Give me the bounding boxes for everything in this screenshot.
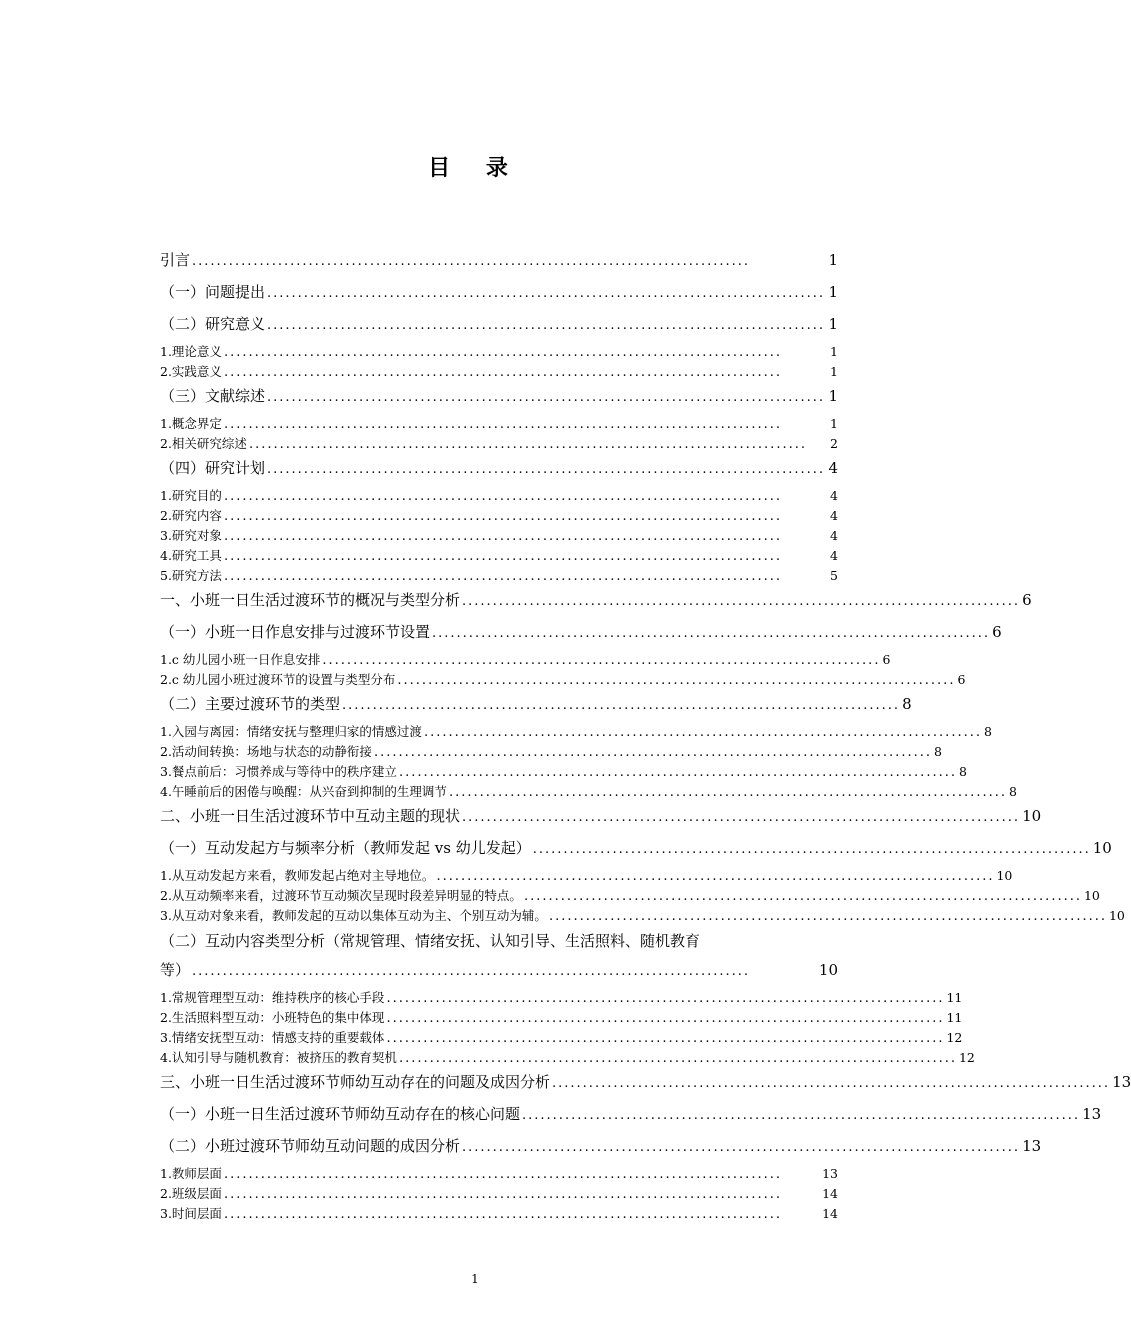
toc-leader-dots: ........................................................................................... xyxy=(223,569,782,584)
toc-entry[interactable] xyxy=(160,782,1017,802)
toc-entry-page: 6 xyxy=(992,623,1002,641)
toc-entry-page: 10 xyxy=(1022,807,1042,825)
toc-entry-title: 2.生活照料型互动：小班特色的集中体现 xyxy=(160,1010,385,1025)
toc-entry-title: 3.研究对象 xyxy=(160,528,222,543)
toc-entry-title: 5.研究方法 xyxy=(160,568,222,583)
toc-leader-dots: ........................................................................................... xyxy=(398,765,957,780)
toc-entry-page: 12 xyxy=(958,1050,975,1065)
toc-entry-title: （一）小班一日生活过渡环节师幼互动存在的核心问题 xyxy=(160,1105,521,1123)
toc-entry-title: 3.餐点前后：习惯养成与等待中的秩序建立 xyxy=(160,764,397,779)
toc-leader-dots: ........................................................................................... xyxy=(322,653,881,668)
toc-leader-dots: ........................................................................................... xyxy=(223,1207,782,1222)
toc-entry[interactable] xyxy=(160,988,963,1008)
toc-title: 目 录 xyxy=(428,155,522,181)
table-of-contents xyxy=(160,246,1131,1224)
toc-entry[interactable] xyxy=(160,486,838,506)
toc-leader-dots: ........................................................................................... xyxy=(248,437,807,452)
toc-leader-dots: ........................................................................................... xyxy=(223,529,782,544)
toc-entry[interactable] xyxy=(160,414,838,434)
toc-entry[interactable] xyxy=(160,886,1100,906)
toc-entry-title: 2.班级层面 xyxy=(160,1186,222,1201)
toc-entry[interactable] xyxy=(160,506,838,526)
toc-entry-title: （二）小班过渡环节师幼互动问题的成因分析 xyxy=(160,1137,461,1155)
toc-leader-dots: ........................................................................................... xyxy=(448,785,1007,800)
page-number: 1 xyxy=(471,1272,479,1286)
toc-leader-dots: ........................................................................................... xyxy=(223,365,782,380)
toc-entry-page: 4 xyxy=(830,488,838,503)
toc-entry[interactable] xyxy=(160,762,967,782)
toc-entry-title: 2.c 幼儿园小班过渡环节的设置与类型分布 xyxy=(160,672,396,687)
toc-leader-dots: ........................................................................................... xyxy=(386,991,945,1006)
toc-entry[interactable] xyxy=(160,278,838,310)
toc-entry-page: 1 xyxy=(830,344,838,359)
toc-entry-page: 10 xyxy=(818,961,838,979)
toc-entry-title: （一）互动发起方与频率分析（教师发起 vs 幼儿发起） xyxy=(160,839,531,857)
toc-entry-page: 10 xyxy=(1083,888,1100,903)
toc-entry-page: 4 xyxy=(830,528,838,543)
toc-entry[interactable] xyxy=(160,722,992,742)
toc-entry-page: 8 xyxy=(983,724,992,739)
toc-entry[interactable] xyxy=(160,246,838,278)
toc-entry-page: 1 xyxy=(828,315,838,333)
toc-entry-title: （二）互动内容类型分析（常规管理、情绪安抚、认知引导、生活照料、随机教育 xyxy=(160,932,701,950)
toc-entry-title: 4.研究工具 xyxy=(160,548,222,563)
toc-entry-page: 10 xyxy=(1108,908,1125,923)
toc-entry-page: 11 xyxy=(946,990,963,1005)
toc-leader-dots: ........................................................................................... xyxy=(223,345,782,360)
toc-entry-page: 2 xyxy=(830,436,838,451)
toc-entry-title: 3.时间层面 xyxy=(160,1206,222,1221)
toc-leader-dots: ........................................................................................... xyxy=(223,417,782,432)
toc-entry-page: 14 xyxy=(822,1186,838,1201)
toc-entry-title: （一）小班一日作息安排与过渡环节设置 xyxy=(160,623,431,641)
toc-entry-page: 8 xyxy=(933,744,942,759)
toc-entry-page: 6 xyxy=(957,672,966,687)
toc-entry-title: 引言 xyxy=(160,251,191,269)
toc-entry-title: 3.从互动对象来看，教师发起的互动以集体互动为主、个别互动为辅。 xyxy=(160,908,547,923)
toc-entry-page: 10 xyxy=(1092,839,1112,857)
toc-entry-title: 1.c 幼儿园小班一日作息安排 xyxy=(160,652,321,667)
toc-leader-dots: ........................................................................................... xyxy=(223,509,782,524)
toc-entry-title: （四）研究计划 xyxy=(160,459,266,477)
toc-leader-dots: ........................................................................................... xyxy=(423,725,982,740)
toc-entry[interactable] xyxy=(160,310,838,342)
toc-entry[interactable] xyxy=(160,670,966,690)
toc-entry-title: 4.午睡前后的困倦与唤醒：从兴奋到抑制的生理调节 xyxy=(160,784,447,799)
toc-leader-dots: ........................................................................................... xyxy=(192,964,751,979)
toc-leader-dots: ........................................................................................... xyxy=(223,549,782,564)
toc-entry[interactable] xyxy=(160,454,838,486)
toc-entry-page: 10 xyxy=(996,868,1013,883)
toc-leader-dots: ........................................................................................... xyxy=(223,489,782,504)
toc-entry[interactable] xyxy=(160,618,1002,650)
toc-entry[interactable] xyxy=(160,926,838,956)
toc-leader-dots: ........................................................................................... xyxy=(192,254,751,269)
toc-entry[interactable] xyxy=(160,802,1042,834)
toc-entry-page: 8 xyxy=(1008,784,1017,799)
toc-entry[interactable] xyxy=(160,1164,838,1184)
toc-entry-page: 1 xyxy=(828,251,838,269)
toc-entry-title: 一、小班一日生活过渡环节的概况与类型分析 xyxy=(160,591,461,609)
toc-leader-dots: ........................................................................................... xyxy=(373,745,932,760)
toc-entry[interactable] xyxy=(160,1184,838,1204)
toc-entry-title: 1.教师层面 xyxy=(160,1166,222,1181)
toc-leader-dots: ........................................................................................... xyxy=(267,318,826,333)
toc-entry-page: 13 xyxy=(1082,1105,1102,1123)
toc-entry[interactable] xyxy=(160,834,1112,866)
toc-entry-title: （二）主要过渡环节的类型 xyxy=(160,695,341,713)
toc-entry-page: 1 xyxy=(830,416,838,431)
toc-entry[interactable] xyxy=(160,1008,963,1028)
toc-entry-page: 14 xyxy=(822,1206,838,1221)
toc-entry-page: 13 xyxy=(822,1166,838,1181)
toc-entry-page: 1 xyxy=(828,387,838,405)
toc-entry[interactable] xyxy=(160,566,838,586)
toc-leader-dots: ........................................................................................... xyxy=(432,626,991,641)
toc-leader-dots: ........................................................................................... xyxy=(267,462,826,477)
toc-entry-page: 13 xyxy=(1112,1073,1131,1091)
toc-leader-dots: ........................................................................................... xyxy=(532,842,1091,857)
toc-entry-title: 1.从互动发起方来看，教师发起占绝对主导地位。 xyxy=(160,868,435,883)
toc-leader-dots: ........................................................................................... xyxy=(342,698,901,713)
toc-entry-title: 2.研究内容 xyxy=(160,508,222,523)
toc-entry-title: 4.认知引导与随机教育：被挤压的教育契机 xyxy=(160,1050,397,1065)
toc-entry-page: 1 xyxy=(828,283,838,301)
toc-entry-title: 等） xyxy=(160,961,191,979)
toc-entry-title: 3.情绪安抚型互动：情感支持的重要载体 xyxy=(160,1030,385,1045)
toc-entry-page: 6 xyxy=(1022,591,1032,609)
toc-entry-title: （一）问题提出 xyxy=(160,283,266,301)
toc-leader-dots: ........................................................................................... xyxy=(386,1031,945,1046)
toc-entry-title: 2.活动间转换：场地与状态的动静衔接 xyxy=(160,744,372,759)
toc-entry[interactable] xyxy=(160,1028,963,1048)
toc-leader-dots: ........................................................................................... xyxy=(548,909,1107,924)
toc-entry-page: 4 xyxy=(828,459,838,477)
toc-entry[interactable] xyxy=(160,690,912,722)
toc-entry-title: 1.理论意义 xyxy=(160,344,222,359)
toc-entry-title: 三、小班一日生活过渡环节师幼互动存在的问题及成因分析 xyxy=(160,1073,551,1091)
toc-leader-dots: ........................................................................................... xyxy=(223,1167,782,1182)
toc-leader-dots: ........................................................................................... xyxy=(462,1140,1021,1155)
toc-entry[interactable] xyxy=(160,586,1032,618)
toc-entry-page: 5 xyxy=(830,568,838,583)
toc-entry[interactable] xyxy=(160,906,1125,926)
toc-entry-page: 1 xyxy=(830,364,838,379)
toc-entry[interactable] xyxy=(160,546,838,566)
toc-leader-dots: ........................................................................................... xyxy=(267,286,826,301)
toc-entry-page: 11 xyxy=(946,1010,963,1025)
toc-leader-dots: ........................................................................................... xyxy=(552,1076,1111,1091)
toc-entry-page: 4 xyxy=(830,508,838,523)
toc-entry[interactable] xyxy=(160,1068,1131,1100)
toc-leader-dots: ........................................................................................... xyxy=(523,889,1082,904)
toc-entry-title: 2.相关研究综述 xyxy=(160,436,247,451)
toc-leader-dots: ........................................................................................... xyxy=(398,1051,957,1066)
toc-entry-page: 4 xyxy=(830,548,838,563)
toc-leader-dots: ........................................................................................... xyxy=(267,390,826,405)
toc-entry[interactable] xyxy=(160,382,838,414)
toc-entry[interactable] xyxy=(160,1100,1102,1132)
toc-entry-title: 1.概念界定 xyxy=(160,416,222,431)
toc-entry[interactable] xyxy=(160,742,942,762)
toc-entry-page: 12 xyxy=(946,1030,963,1045)
toc-leader-dots: ........................................................................................... xyxy=(436,869,995,884)
toc-leader-dots: ........................................................................................... xyxy=(397,673,956,688)
toc-entry-page: 8 xyxy=(902,695,912,713)
toc-entry-title: 2.实践意义 xyxy=(160,364,222,379)
toc-entry[interactable] xyxy=(160,956,838,988)
toc-entry[interactable] xyxy=(160,866,1013,886)
toc-leader-dots: ........................................................................................... xyxy=(522,1108,1081,1123)
toc-entry[interactable] xyxy=(160,1132,1042,1164)
toc-leader-dots: ........................................................................................... xyxy=(462,594,1021,609)
toc-entry[interactable] xyxy=(160,526,838,546)
toc-entry[interactable] xyxy=(160,650,891,670)
toc-entry-title: 二、小班一日生活过渡环节中互动主题的现状 xyxy=(160,807,461,825)
toc-entry-title: （二）研究意义 xyxy=(160,315,266,333)
toc-entry-page: 13 xyxy=(1022,1137,1042,1155)
toc-entry-title: （三）文献综述 xyxy=(160,387,266,405)
toc-entry-title: 1.研究目的 xyxy=(160,488,222,503)
toc-entry-page: 6 xyxy=(882,652,891,667)
toc-entry[interactable] xyxy=(160,342,838,362)
toc-entry[interactable] xyxy=(160,1048,975,1068)
toc-entry-page: 8 xyxy=(958,764,967,779)
toc-entry[interactable] xyxy=(160,1204,838,1224)
toc-entry[interactable] xyxy=(160,434,838,454)
toc-leader-dots: ........................................................................................... xyxy=(386,1011,945,1026)
toc-entry-title: 1.入园与离园：情绪安抚与整理归家的情感过渡 xyxy=(160,724,422,739)
toc-entry-title: 2.从互动频率来看，过渡环节互动频次呈现时段差异明显的特点。 xyxy=(160,888,522,903)
toc-entry-title: 1.常规管理型互动：维持秩序的核心手段 xyxy=(160,990,385,1005)
toc-entry[interactable] xyxy=(160,362,838,382)
toc-leader-dots: ........................................................................................... xyxy=(462,810,1021,825)
toc-leader-dots: ........................................................................................... xyxy=(223,1187,782,1202)
